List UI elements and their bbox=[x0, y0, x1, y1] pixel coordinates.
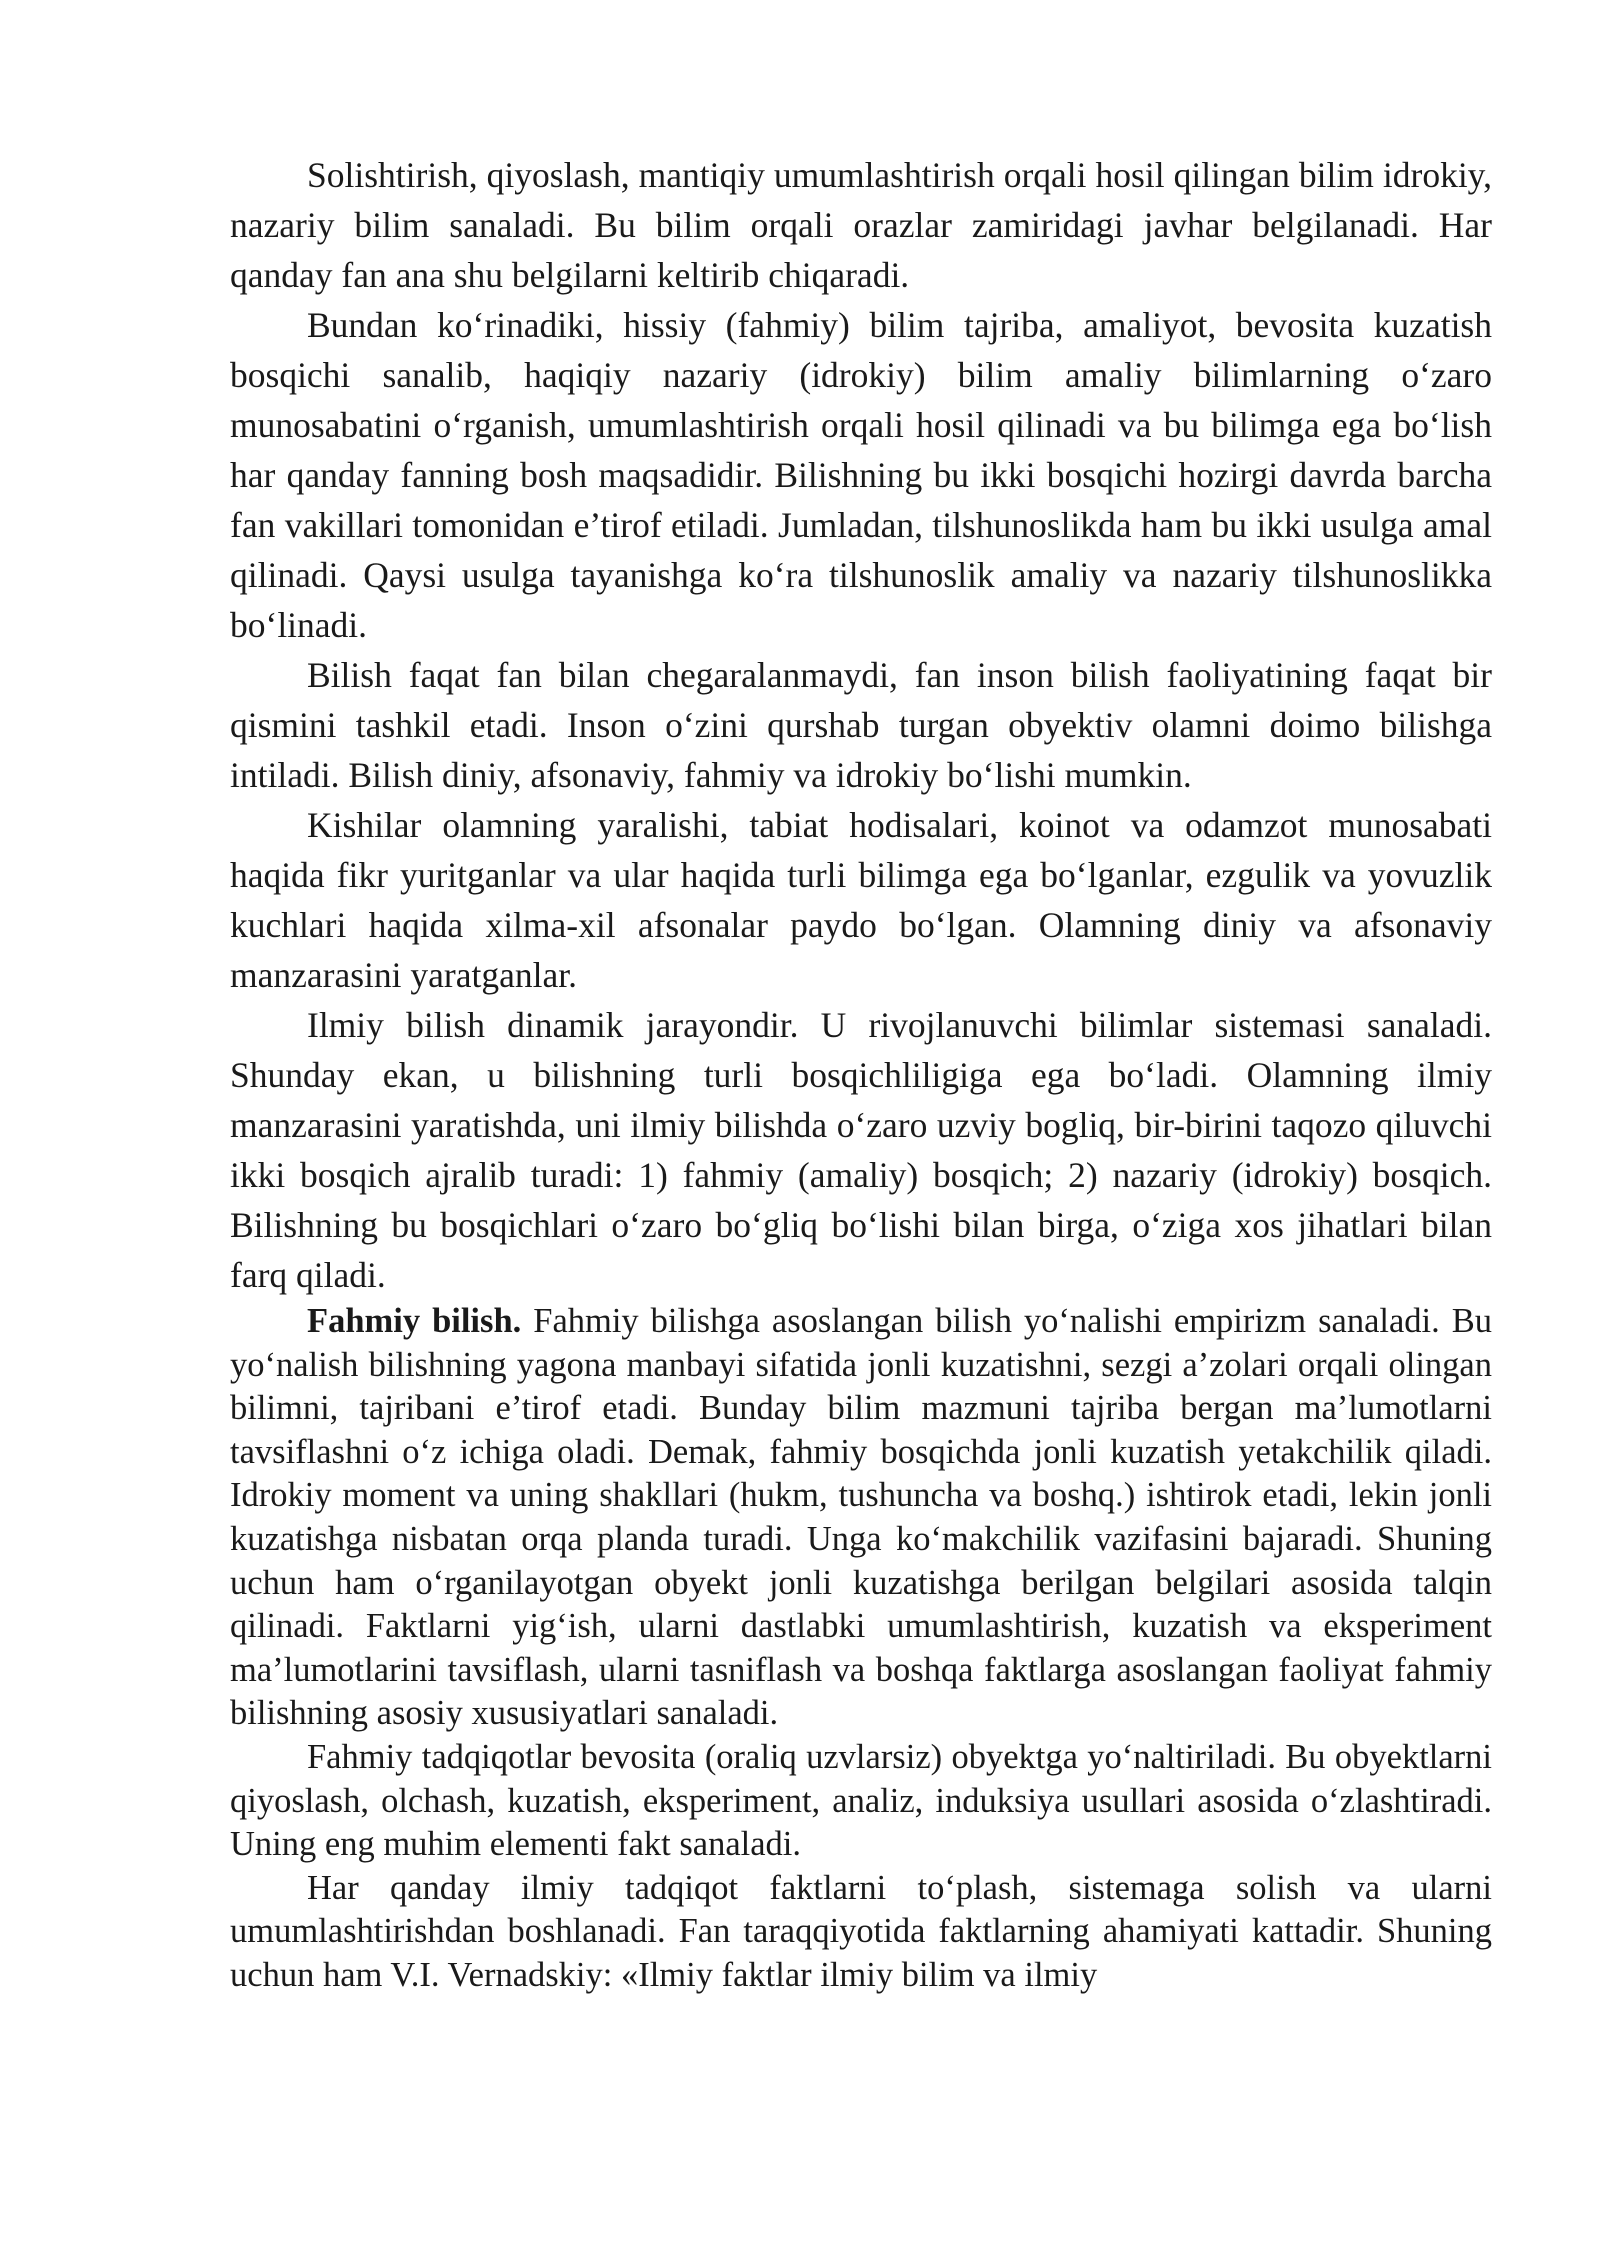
paragraph-fahmiy-text: Fahmiy bilishga asoslangan bilish yo‘nalishi empirizm sanaladi. Bu yo‘nalish bilishning yagona manbayi sifatida jonli kuzatishni, sezgi a’zolari orqali olingan bilimni, tajribani e’tirof etadi. Bunday bilim mazmuni tajriba bergan ma’lumotlarni tavsiflashni o‘z ichiga oladi. Demak, fahmiy bosqichda jonli kuzatish yetakchilik qiladi. Idrokiy moment va uning shakllari (hukm, tushuncha va boshq.) ishtirok etadi, lekin jonli kuzatishga nisbatan orqa planda turadi. Unga ko‘makchilik vazifasini bajaradi. Shuning uchun ham o‘rganilayotgan obyekt jonli kuzatishga berilgan belgilari asosida talqin qilinadi. Faktlarni yig‘ish, ularni dastlabki umumlashtirish, kuzatish va eksperiment ma’lumotlarini tavsiflash, ularni tasniflash va boshqa faktlarga asoslangan faoliyat fahmiy bilishning asosiy xususiyatlari sanaladi. bbox=[230, 1302, 1492, 1733]
paragraph-3: Bilish faqat fan bilan chegaralanmaydi, fan inson bilish faoliyatining faqat bir qismini tashkil etadi. Inson o‘zini qurshab turgan obyektiv olamni doimo bilishga intiladi. Bilish diniy, afsonaviy, fahmiy va idrokiy bo‘lishi mumkin. bbox=[230, 655, 1492, 795]
paragraph-1: Solishtirish, qiyoslash, mantiqiy umumlashtirish orqali hosil qilingan bilim idrokiy, nazariy bilim sanaladi. Bu bilim orqali orazlar zamiridagi javhar belgilanadi. Har qanday fan ana shu belgilarni keltirib chiqaradi. bbox=[230, 155, 1492, 295]
text-block-bottom bbox=[230, 1300, 1492, 1998]
paragraph-5: Ilmiy bilish dinamik jarayondir. U rivojlanuvchi bilimlar sistemasi sanaladi. Shunday ekan, u bilishning turli bosqichliligiga ega bo‘ladi. Olamning ilmiy manzarasini yaratishda, uni ilmiy bilishda o‘zaro uzviy bogliq, bir-birini taqozo qiluvchi ikki bosqich ajralib turadi: 1) fahmiy (amaliy) bosqich; 2) nazariy (idrokiy) bosqich. Bilishning bu bosqichlari o‘zaro bo‘gliq bo‘lishi bilan birga, o‘ziga xos jihatlari bilan farq qiladi. bbox=[230, 1005, 1492, 1295]
paragraph-4: Kishilar olamning yaralishi, tabiat hodisalari, koinot va odamzot munosabati haqida fikr yuritganlar va ular haqida turli bilimga ega bo‘lganlar, ezgulik va yovuzlik kuchlari haqida xilma-xil afsonalar paydo bo‘lgan. Olamning diniy va afsonaviy manzarasini yaratganlar. bbox=[230, 805, 1492, 995]
section-heading-fahmiy: Fahmiy bilish. bbox=[307, 1302, 522, 1340]
paragraph-8: Har qanday ilmiy tadqiqot faktlarni to‘plash, sistemaga solish va ularni umumlashtirishdan boshlanadi. Fan taraqqiyotida faktlarning ahamiyati kattadir. Shuning uchun ham V.I. Vernadskiy: «Ilmiy faktlar ilmiy bilim va ilmiy bbox=[230, 1868, 1492, 1994]
document-page bbox=[230, 150, 1492, 1998]
text-block-top bbox=[230, 150, 1492, 1300]
paragraph-2: Bundan ko‘rinadiki, hissiy (fahmiy) bilim tajriba, amaliyot, bevosita kuzatish bosqichi sanalib, haqiqiy nazariy (idrokiy) bilim amaliy bilimlarning o‘zaro munosabatini o‘rganish, umumlashtirish orqali hosil qilinadi va bu bilimga ega bo‘lish har qanday fanning bosh maqsadidir. Bilishning bu ikki bosqichi hozirgi davrda barcha fan vakillari tomonidan e’tirof etiladi. Jumladan, tilshunoslikda ham bu ikki usulga amal qilinadi. Qaysi usulga tayanishga ko‘ra tilshunoslik amaliy va nazariy tilshunoslikka bo‘linadi. bbox=[230, 305, 1492, 645]
paragraph-fahmiy bbox=[230, 1300, 1492, 1736]
paragraph-7: Fahmiy tadqiqotlar bevosita (oraliq uzvlarsiz) obyektga yo‘naltiriladi. Bu obyektlarni qiyoslash, olchash, kuzatish, eksperiment, analiz, induksiya usullari asosida o‘zlashtiradi. Uning eng muhim elementi fakt sanaladi. bbox=[230, 1737, 1492, 1864]
